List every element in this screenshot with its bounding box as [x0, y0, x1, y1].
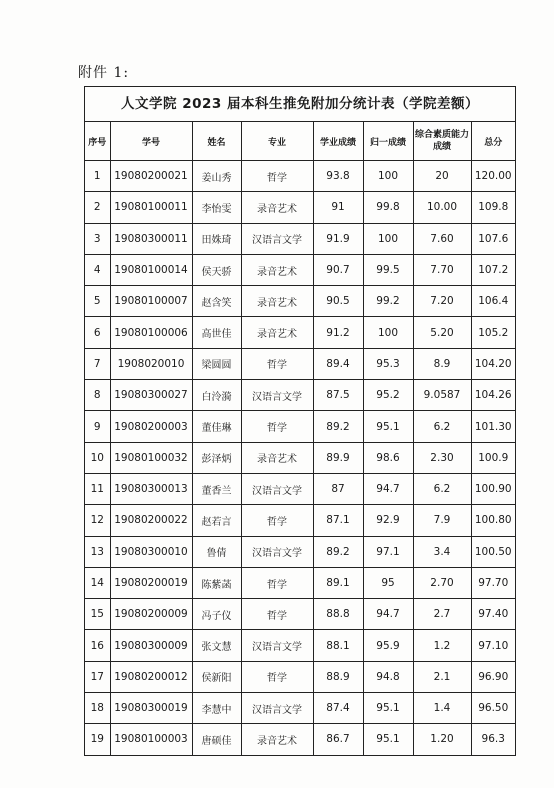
cell-academic-score: 93.8: [313, 161, 363, 192]
cell-major: 录音艺术: [241, 254, 313, 285]
header-total-score: 总分: [471, 122, 515, 161]
cell-academic-score: 91.9: [313, 223, 363, 254]
cell-name: 张文慧: [192, 630, 241, 661]
cell-academic-score: 89.1: [313, 567, 363, 598]
cell-major: 汉语言文学: [241, 536, 313, 567]
cell-student-id: 19080100011: [110, 192, 192, 223]
cell-academic-score: 91: [313, 192, 363, 223]
cell-quality-score: 9.0587: [413, 380, 471, 411]
attachment-label: 附件 1:: [78, 65, 130, 81]
cell-seq: 1: [85, 161, 110, 192]
cell-seq: 11: [85, 473, 110, 504]
cell-major: 录音艺术: [241, 442, 313, 473]
cell-quality-score: 1.20: [413, 724, 471, 755]
cell-total-score: 100.9: [471, 442, 515, 473]
table-row: [85, 317, 515, 348]
cell-major: 汉语言文学: [241, 380, 313, 411]
cell-student-id: 1908020010: [110, 348, 192, 379]
cell-name: 侯新阳: [192, 661, 241, 692]
cell-quality-score: 7.20: [413, 286, 471, 317]
cell-total-score: 107.6: [471, 223, 515, 254]
header-quality-score: 综合素质能力成绩: [413, 122, 471, 161]
header-row: [85, 122, 515, 161]
cell-quality-score: 7.70: [413, 254, 471, 285]
cell-quality-score: 8.9: [413, 348, 471, 379]
cell-quality-score: 20: [413, 161, 471, 192]
cell-quality-score: 7.9: [413, 505, 471, 536]
table-row: [85, 599, 515, 630]
table-title: 人文学院 2023 届本科生推免附加分统计表（学院差额）: [85, 87, 515, 122]
cell-total-score: 96.90: [471, 661, 515, 692]
table-row: [85, 411, 515, 442]
cell-normalized-score: 95: [363, 567, 413, 598]
cell-total-score: 100.90: [471, 473, 515, 504]
cell-normalized-score: 98.6: [363, 442, 413, 473]
cell-academic-score: 89.2: [313, 536, 363, 567]
table-row: [85, 473, 515, 504]
cell-normalized-score: 97.1: [363, 536, 413, 567]
cell-quality-score: 1.2: [413, 630, 471, 661]
cell-major: 汉语言文学: [241, 223, 313, 254]
cell-quality-score: 1.4: [413, 693, 471, 724]
cell-major: 哲学: [241, 348, 313, 379]
table-row: [85, 536, 515, 567]
cell-total-score: 101.30: [471, 411, 515, 442]
cell-name: 姜山秀: [192, 161, 241, 192]
cell-academic-score: 90.5: [313, 286, 363, 317]
table-row: [85, 254, 515, 285]
cell-academic-score: 88.1: [313, 630, 363, 661]
cell-student-id: 19080100032: [110, 442, 192, 473]
cell-student-id: 19080100014: [110, 254, 192, 285]
cell-total-score: 100.80: [471, 505, 515, 536]
cell-quality-score: 2.7: [413, 599, 471, 630]
table-row: [85, 724, 515, 755]
cell-student-id: 19080200003: [110, 411, 192, 442]
cell-name: 田姝琦: [192, 223, 241, 254]
cell-seq: 3: [85, 223, 110, 254]
cell-total-score: 107.2: [471, 254, 515, 285]
cell-normalized-score: 99.5: [363, 254, 413, 285]
cell-student-id: 19080100003: [110, 724, 192, 755]
cell-normalized-score: 94.8: [363, 661, 413, 692]
cell-quality-score: 10.00: [413, 192, 471, 223]
cell-academic-score: 88.8: [313, 599, 363, 630]
cell-seq: 14: [85, 567, 110, 598]
cell-seq: 19: [85, 724, 110, 755]
cell-total-score: 105.2: [471, 317, 515, 348]
cell-major: 哲学: [241, 411, 313, 442]
header-academic-score: 学业成绩: [313, 122, 363, 161]
cell-quality-score: 5.20: [413, 317, 471, 348]
cell-total-score: 104.26: [471, 380, 515, 411]
cell-major: 汉语言文学: [241, 473, 313, 504]
cell-student-id: 19080300010: [110, 536, 192, 567]
cell-total-score: 97.70: [471, 567, 515, 598]
table-row: [85, 192, 515, 223]
table-row: [85, 693, 515, 724]
cell-total-score: 100.50: [471, 536, 515, 567]
cell-major: 录音艺术: [241, 286, 313, 317]
cell-name: 陈紫菡: [192, 567, 241, 598]
cell-normalized-score: 95.1: [363, 411, 413, 442]
cell-normalized-score: 95.3: [363, 348, 413, 379]
cell-seq: 17: [85, 661, 110, 692]
header-student-id: 学号: [110, 122, 192, 161]
cell-total-score: 106.4: [471, 286, 515, 317]
score-table-container: [84, 86, 516, 756]
cell-major: 哲学: [241, 505, 313, 536]
cell-name: 冯子仪: [192, 599, 241, 630]
cell-student-id: 19080100006: [110, 317, 192, 348]
cell-total-score: 96.3: [471, 724, 515, 755]
cell-normalized-score: 95.2: [363, 380, 413, 411]
cell-seq: 9: [85, 411, 110, 442]
cell-name: 董佳琳: [192, 411, 241, 442]
cell-student-id: 19080300027: [110, 380, 192, 411]
cell-major: 录音艺术: [241, 317, 313, 348]
cell-normalized-score: 95.9: [363, 630, 413, 661]
cell-seq: 4: [85, 254, 110, 285]
cell-name: 李怡雯: [192, 192, 241, 223]
cell-seq: 7: [85, 348, 110, 379]
cell-academic-score: 86.7: [313, 724, 363, 755]
table-row: [85, 567, 515, 598]
table-row: [85, 442, 515, 473]
cell-quality-score: 2.70: [413, 567, 471, 598]
table-row: [85, 380, 515, 411]
cell-academic-score: 89.2: [313, 411, 363, 442]
cell-quality-score: 6.2: [413, 411, 471, 442]
cell-normalized-score: 94.7: [363, 473, 413, 504]
cell-total-score: 104.20: [471, 348, 515, 379]
cell-academic-score: 88.9: [313, 661, 363, 692]
cell-name: 赵含笑: [192, 286, 241, 317]
cell-student-id: 19080300009: [110, 630, 192, 661]
cell-name: 董香兰: [192, 473, 241, 504]
cell-academic-score: 87.1: [313, 505, 363, 536]
table-row: [85, 505, 515, 536]
table-body: [85, 161, 515, 755]
cell-normalized-score: 92.9: [363, 505, 413, 536]
cell-student-id: 19080200021: [110, 161, 192, 192]
cell-total-score: 97.10: [471, 630, 515, 661]
cell-normalized-score: 99.2: [363, 286, 413, 317]
cell-academic-score: 89.4: [313, 348, 363, 379]
cell-student-id: 19080200019: [110, 567, 192, 598]
cell-seq: 15: [85, 599, 110, 630]
table-row: [85, 161, 515, 192]
cell-major: 哲学: [241, 661, 313, 692]
cell-normalized-score: 100: [363, 161, 413, 192]
cell-seq: 18: [85, 693, 110, 724]
cell-name: 赵若言: [192, 505, 241, 536]
cell-name: 唐硕佳: [192, 724, 241, 755]
cell-normalized-score: 99.8: [363, 192, 413, 223]
cell-quality-score: 3.4: [413, 536, 471, 567]
cell-seq: 2: [85, 192, 110, 223]
cell-seq: 5: [85, 286, 110, 317]
cell-name: 鲁倩: [192, 536, 241, 567]
cell-seq: 13: [85, 536, 110, 567]
cell-student-id: 19080300019: [110, 693, 192, 724]
cell-total-score: 97.40: [471, 599, 515, 630]
cell-normalized-score: 100: [363, 223, 413, 254]
table-row: [85, 286, 515, 317]
cell-academic-score: 90.7: [313, 254, 363, 285]
cell-name: 侯天骄: [192, 254, 241, 285]
cell-academic-score: 89.9: [313, 442, 363, 473]
cell-normalized-score: 95.1: [363, 724, 413, 755]
table-row: [85, 630, 515, 661]
cell-academic-score: 87: [313, 473, 363, 504]
cell-seq: 16: [85, 630, 110, 661]
cell-quality-score: 2.1: [413, 661, 471, 692]
cell-quality-score: 2.30: [413, 442, 471, 473]
cell-major: 录音艺术: [241, 192, 313, 223]
table-row: [85, 661, 515, 692]
cell-student-id: 19080200012: [110, 661, 192, 692]
cell-major: 哲学: [241, 161, 313, 192]
cell-normalized-score: 100: [363, 317, 413, 348]
cell-seq: 8: [85, 380, 110, 411]
cell-student-id: 19080300013: [110, 473, 192, 504]
cell-total-score: 96.50: [471, 693, 515, 724]
cell-total-score: 109.8: [471, 192, 515, 223]
cell-major: 录音艺术: [241, 724, 313, 755]
cell-major: 汉语言文学: [241, 693, 313, 724]
table-row: [85, 348, 515, 379]
cell-name: 李慧中: [192, 693, 241, 724]
cell-student-id: 19080200022: [110, 505, 192, 536]
cell-name: 梁圆圆: [192, 348, 241, 379]
cell-name: 高世佳: [192, 317, 241, 348]
cell-normalized-score: 95.1: [363, 693, 413, 724]
cell-seq: 12: [85, 505, 110, 536]
cell-major: 哲学: [241, 567, 313, 598]
cell-academic-score: 87.5: [313, 380, 363, 411]
cell-name: 白泠漪: [192, 380, 241, 411]
header-major: 专业: [241, 122, 313, 161]
cell-academic-score: 91.2: [313, 317, 363, 348]
cell-total-score: 120.00: [471, 161, 515, 192]
cell-seq: 10: [85, 442, 110, 473]
cell-student-id: 19080200009: [110, 599, 192, 630]
cell-normalized-score: 94.7: [363, 599, 413, 630]
cell-major: 哲学: [241, 599, 313, 630]
cell-student-id: 19080100007: [110, 286, 192, 317]
cell-seq: 6: [85, 317, 110, 348]
table-row: [85, 223, 515, 254]
cell-name: 彭泽炳: [192, 442, 241, 473]
cell-quality-score: 7.60: [413, 223, 471, 254]
score-table: [85, 122, 515, 755]
cell-major: 汉语言文学: [241, 630, 313, 661]
cell-quality-score: 6.2: [413, 473, 471, 504]
cell-student-id: 19080300011: [110, 223, 192, 254]
header-normalized-score: 归一成绩: [363, 122, 413, 161]
header-name: 姓名: [192, 122, 241, 161]
cell-academic-score: 87.4: [313, 693, 363, 724]
header-seq: 序号: [85, 122, 110, 161]
